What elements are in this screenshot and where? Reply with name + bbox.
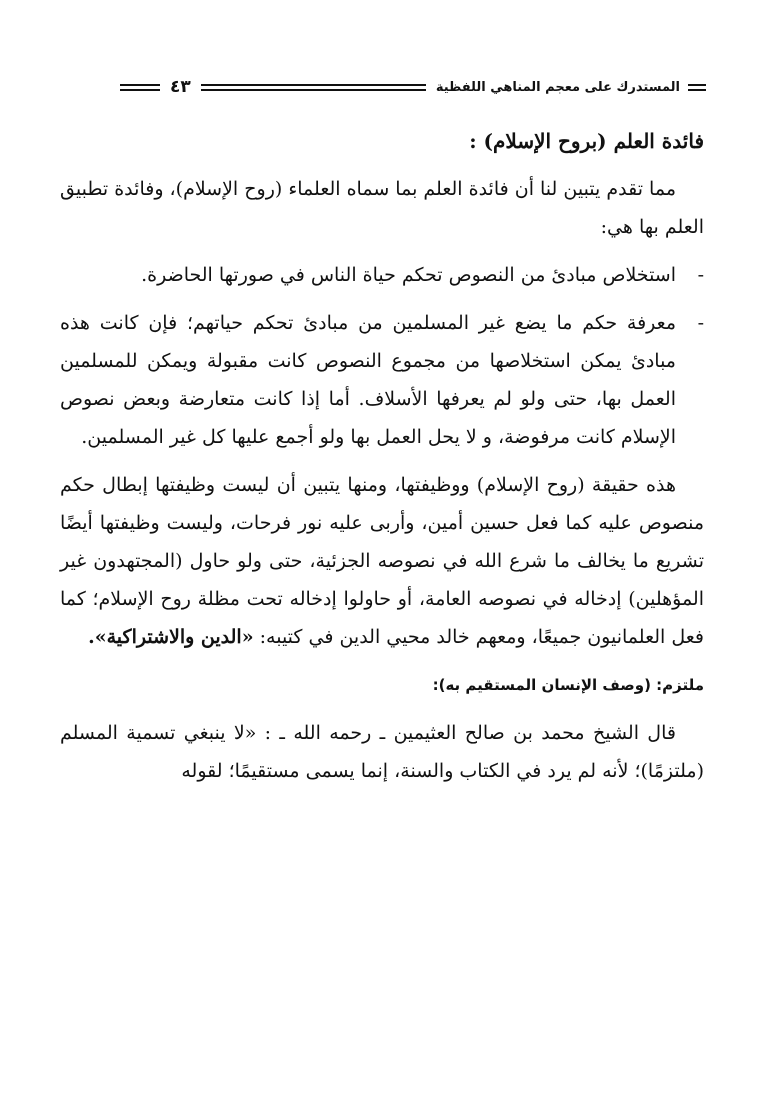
entry-heading: ملتزم: (وصف الإنسان المستقيم به): — [432, 676, 704, 694]
intro-paragraph: مما تقدم يتبين لنا أن فائدة العلم بما سماه العلماء (روح الإسلام)، وفائدة تطبيق العلم بها هي: — [60, 178, 704, 238]
bullet-marker: - — [697, 264, 704, 286]
bullet-item — [60, 256, 704, 294]
running-header — [120, 74, 706, 100]
bullet-item — [60, 304, 704, 456]
bullet-text: معرفة حكم ما يضع غير المسلمين من مبادئ تحكم حياتهم؛ فإن كانت هذه مبادئ يمكن استخلاصها من مجموع النصوص كانت مقبولة ويمكن للمسلمين العمل بها، حتى ولو لم يعرفها الأسلاف. أما إذا كانت متعارضة وبعض نصوص الإسلام كانت مرفوضة، و لا يحل العمل بها ولو أجمع عليها كل غير المسلمين. — [60, 312, 676, 448]
page-body — [60, 110, 704, 800]
book-title-quote: «الدين والاشتراكية». — [88, 626, 254, 648]
body-paragraph — [60, 466, 704, 656]
page-number: ٤٣ — [170, 77, 191, 97]
entry-paragraph: قال الشيخ محمد بن صالح العثيمين ـ رحمه الله ـ : «لا ينبغي تسمية المسلم (ملتزمًا)؛ لأنه لم يرد في الكتاب والسنة، إنما يسمى مستقيمًا؛ لقوله — [60, 722, 704, 782]
header-rule-middle — [201, 84, 426, 91]
section-heading: فائدة العلم (بروح الإسلام) : — [469, 129, 704, 153]
bullet-marker: - — [697, 312, 704, 334]
header-rule-left — [120, 84, 160, 91]
bullet-text: استخلاص مبادئ من النصوص تحكم حياة الناس في صورتها الحاضرة. — [141, 264, 676, 286]
header-rule-right — [688, 84, 706, 91]
paragraph-text: هذه حقيقة (روح الإسلام) ووظيفتها، ومنها يتبين أن ليست وظيفتها إبطال حكم منصوص عليه كما فعل حسين أمين، وأربى عليه نور فرحات، وليست وظيفتها أيضًا تشريع ما يخالف ما شرع الله في نصوصه الجزئية، حتى ولو حاول (المجتهدون غير المؤهلين) إدخاله في نصوصه العامة، أو حاولوا إدخاله تحت مظلة روح الإسلام؛ كما فعل العلمانيون جميعًا، ومعهم خالد محيي الدين في كتيبه: — [60, 474, 704, 648]
running-title: المستدرك على معجم المناهي اللفظية — [435, 79, 680, 95]
